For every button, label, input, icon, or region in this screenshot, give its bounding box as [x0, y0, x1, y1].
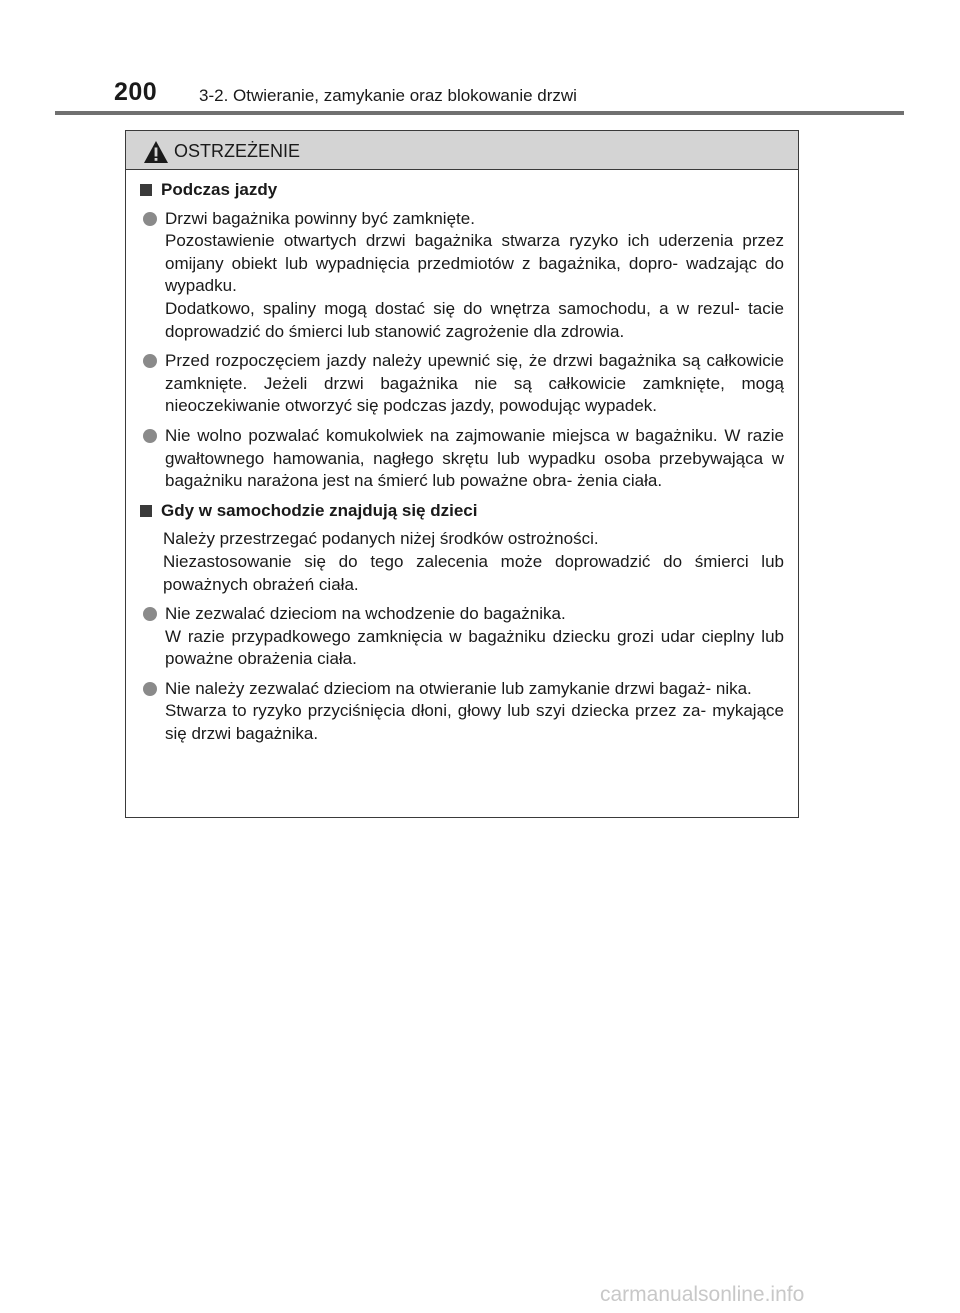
bullet-paragraph: Nie należy zezwalać dzieciom na otwieranie lub zamykanie drzwi bagaż- nika.	[165, 678, 752, 698]
warning-header	[126, 131, 798, 170]
circle-bullet-icon	[143, 607, 157, 621]
warning-triangle-icon	[143, 140, 169, 164]
bullet-paragraph: Stwarza to ryzyko przyciśnięcia dłoni, głowy lub szyi dziecka przez za- mykające się drzwi bagażnika.	[165, 701, 784, 744]
section-intro	[163, 528, 784, 596]
bullet-paragraph: Dodatkowo, spaliny mogą dostać się do wnętrza samochodu, a w rezul- tacie doprowadzić do śmierci lub stanowić zagrożenie dla zdrowia.	[165, 298, 784, 341]
square-bullet-icon	[140, 184, 152, 196]
intro-paragraph: Należy przestrzegać podanych niżej środków ostrożności.	[163, 529, 599, 549]
circle-bullet-icon	[143, 429, 157, 443]
section-heading-text: Gdy w samochodzie znajdują się dzieci	[161, 500, 478, 520]
warning-body	[126, 170, 798, 746]
bullet-paragraph: Przed rozpoczęciem jazdy należy upewnić się, że drzwi bagażnika są całkowicie zamknięte. Jeżeli drzwi bagażnika nie są całkowicie zamknięte, mogą nieoczekiwanie otworzyć się podczas jazdy, powodując wypadek.	[165, 351, 784, 416]
warning-box	[125, 130, 799, 818]
section-title: 3-2. Otwieranie, zamykanie oraz blokowanie drzwi	[199, 86, 577, 105]
warning-title: OSTRZEŻENIE	[174, 141, 301, 161]
list-item	[143, 425, 784, 493]
page-number: 200	[114, 78, 158, 106]
page-header	[0, 78, 960, 118]
circle-bullet-icon	[143, 354, 157, 368]
watermark-attribution: carmanualsonline.info	[600, 1283, 805, 1306]
list-item	[143, 603, 784, 671]
list-item	[143, 208, 784, 344]
list-item	[143, 678, 784, 746]
bullet-paragraph: Nie zezwalać dzieciom na wchodzenie do bagażnika.	[165, 604, 566, 624]
section-heading	[137, 500, 784, 523]
bullet-paragraph: Drzwi bagażnika powinny być zamknięte.	[165, 208, 475, 228]
square-bullet-icon	[140, 505, 152, 517]
bullet-paragraph: Nie wolno pozwalać komukolwiek na zajmowanie miejsca w bagażniku. W razie gwałtownego hamowania, nagłego skrętu lub wypadku osoba przebywająca w bagażniku narażona jest na śmierć lub poważne obra- żenia ciała.	[165, 425, 784, 491]
circle-bullet-icon	[143, 212, 157, 226]
bullet-paragraph: Pozostawienie otwartych drzwi bagażnika stwarza ryzyko ich uderzenia przez omijany obiekt lub wypadnięcia przedmiotów z bagażnika, dopro- wadzając do wypadku.	[165, 231, 784, 296]
intro-paragraph: Niezastosowanie się do tego zalecenia może doprowadzić do śmierci lub poważnych obrażeń ciała.	[163, 551, 784, 594]
section-heading-text: Podczas jazdy	[161, 180, 278, 199]
list-item	[143, 350, 784, 418]
header-divider	[55, 111, 904, 115]
bullet-paragraph: W razie przypadkowego zamknięcia w bagażniku dziecku grozi udar cieplny lub poważne obrażenia ciała.	[165, 626, 784, 669]
section-heading	[137, 179, 784, 202]
circle-bullet-icon	[143, 682, 157, 696]
